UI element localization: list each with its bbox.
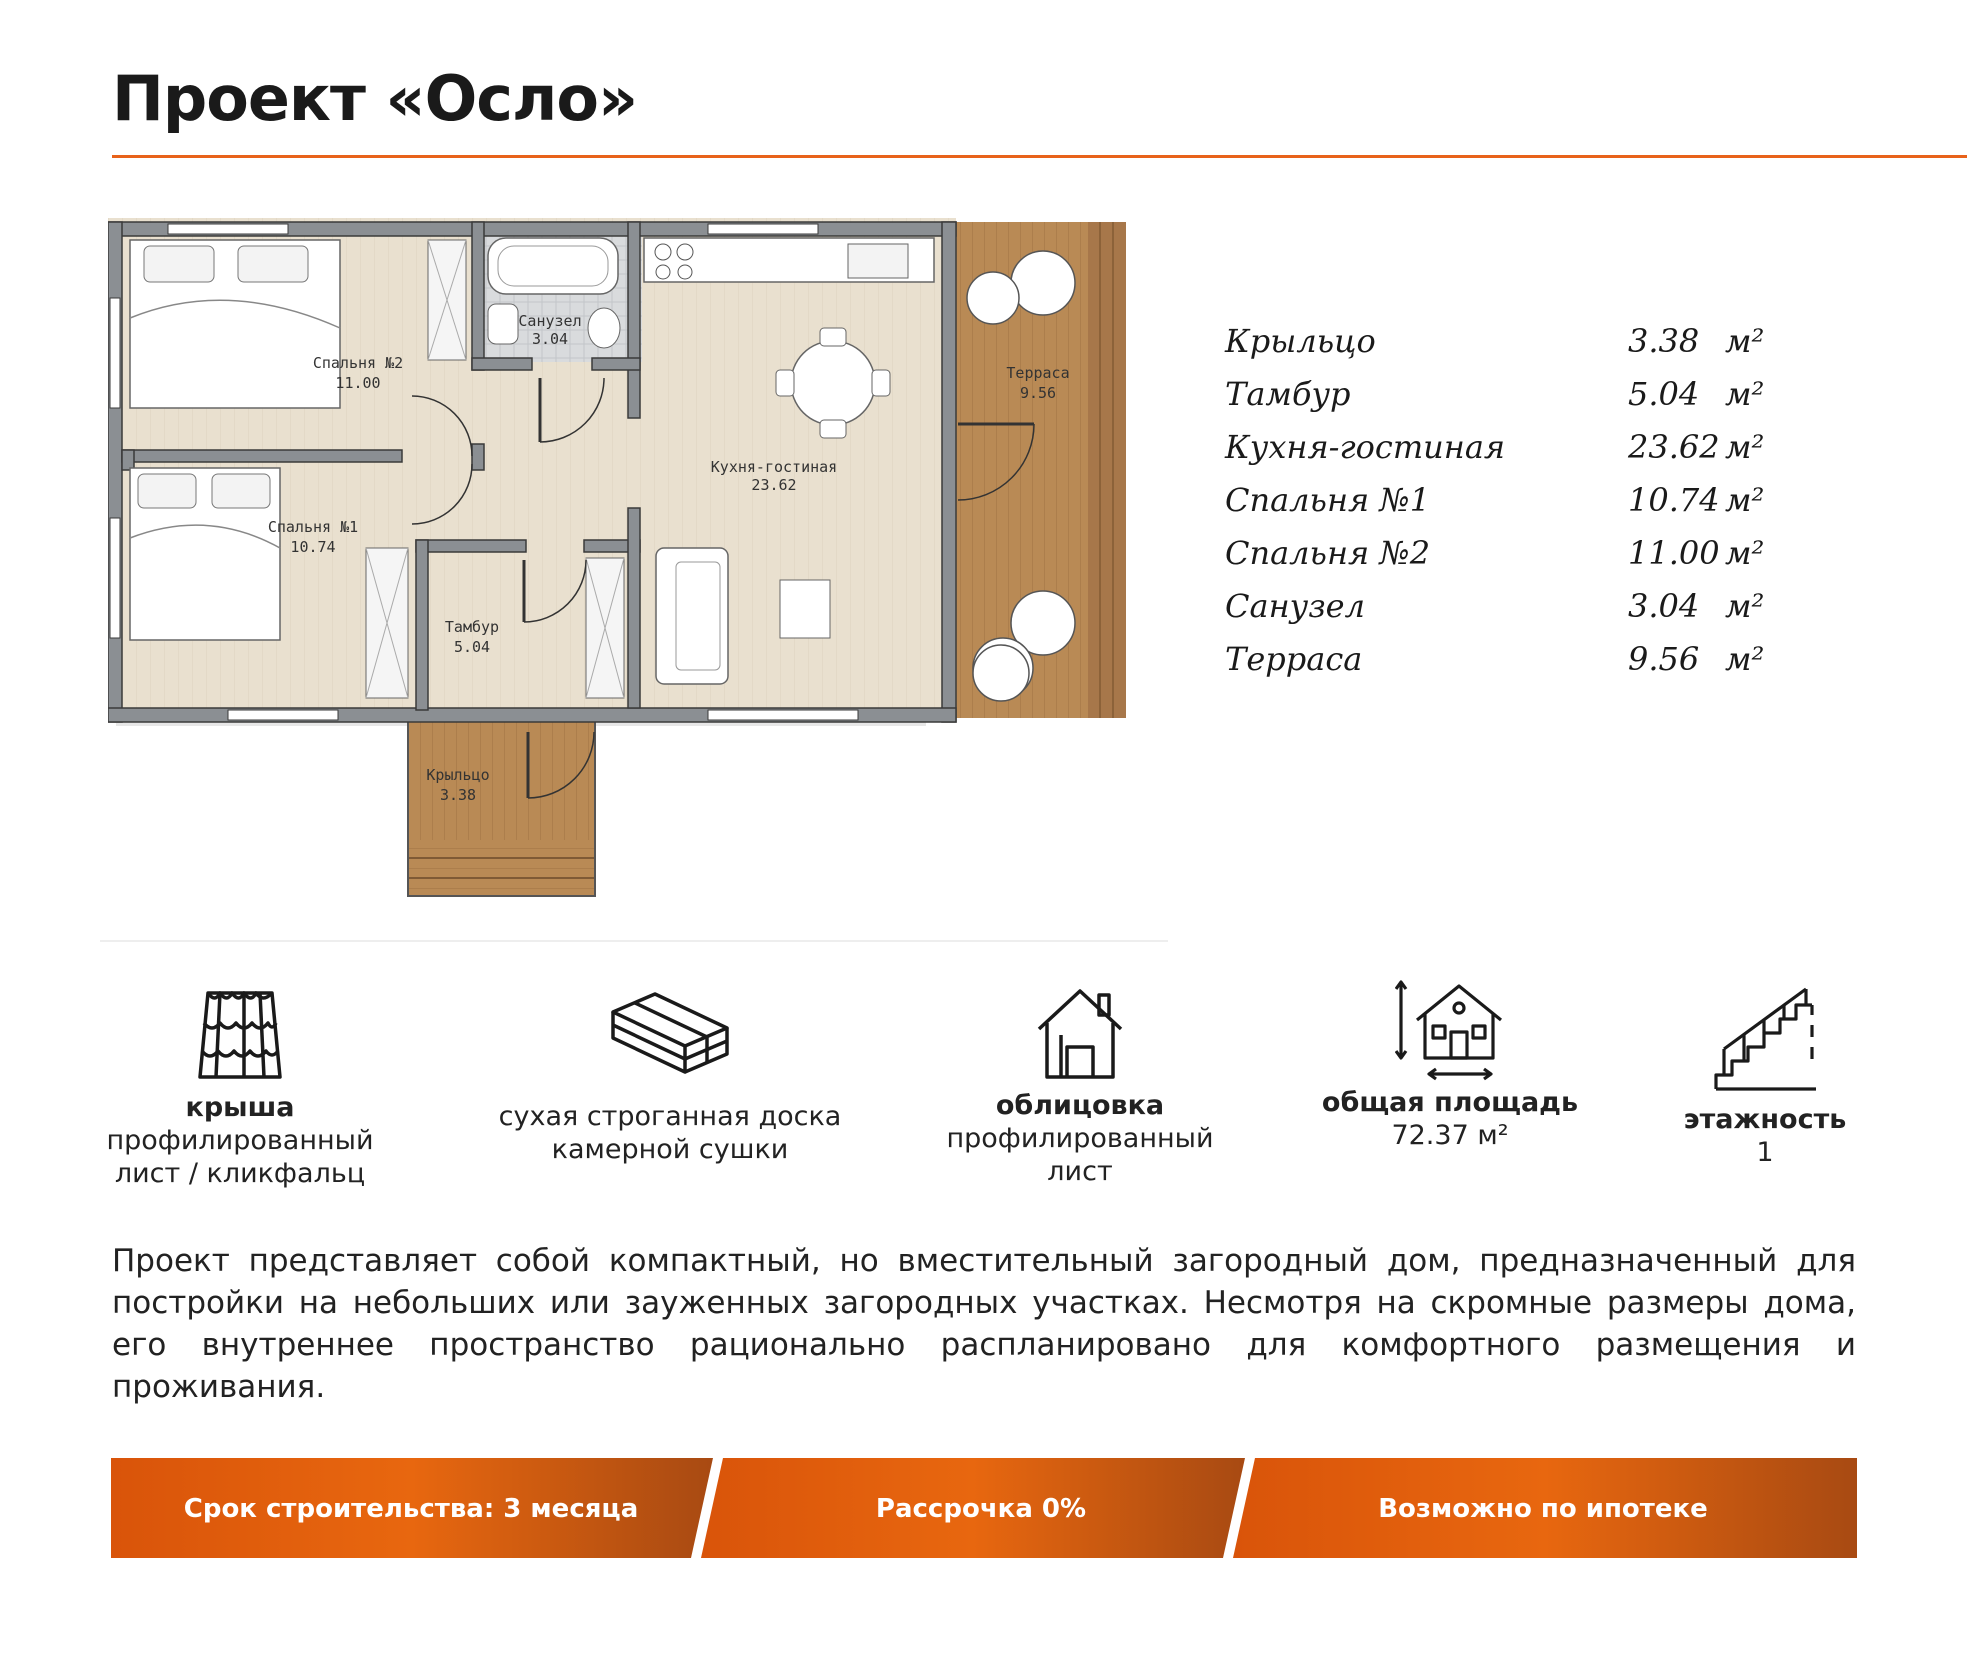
area-row — [1225, 428, 1785, 481]
room-label-vestibule: Тамбур — [444, 618, 500, 636]
feature-wood-line1: сухая строганная доска — [498, 1101, 842, 1132]
area-table — [1225, 322, 1785, 693]
staircase-icon — [1710, 985, 1820, 1095]
area-value: 9.56 — [1628, 640, 1700, 678]
feature-total-area — [1300, 978, 1600, 1152]
room-label-bedroom2: Спальня №2 — [312, 354, 404, 372]
page-title: Проект «Осло» — [112, 62, 638, 135]
feature-roof-line2: лист / кликфальц — [114, 1158, 366, 1189]
feature-roof-title: крыша — [185, 1092, 295, 1123]
feature-cladding — [930, 985, 1230, 1188]
area-unit: м² — [1725, 375, 1765, 413]
room-label-porch: Крыльцо — [426, 766, 490, 784]
area-row — [1225, 481, 1785, 534]
area-unit: м² — [1725, 640, 1765, 678]
room-area-vestibule: 5.04 — [453, 638, 491, 656]
area-row — [1225, 322, 1785, 375]
roof-tile-icon — [190, 985, 290, 1085]
room-area-bathroom: 3.04 — [531, 330, 569, 348]
room-area-bedroom2: 11.00 — [335, 374, 381, 392]
area-name: Санузел — [1225, 587, 1365, 625]
area-unit: м² — [1725, 534, 1765, 572]
area-name: Кухня-гостиная — [1225, 428, 1506, 466]
area-name: Спальня №2 — [1225, 534, 1431, 572]
room-label-terrace: Терраса — [1006, 364, 1070, 382]
room-label-bathroom: Санузел — [518, 312, 582, 330]
area-value: 23.62 — [1628, 428, 1720, 466]
feature-total-area-value: 72.37 м² — [1391, 1120, 1509, 1151]
house-dimensions-icon — [1395, 978, 1505, 1082]
feature-roof-line1: профилированный — [106, 1125, 374, 1156]
area-unit: м² — [1725, 481, 1765, 519]
room-label-kitchen-living: Кухня-гостиная — [710, 458, 838, 476]
mortgage-label: Возможно по ипотеке — [1378, 1494, 1708, 1524]
area-value: 3.04 — [1628, 587, 1700, 625]
room-area-bedroom1: 10.74 — [290, 538, 336, 556]
area-row — [1225, 587, 1785, 640]
area-row — [1225, 375, 1785, 428]
area-value: 3.38 — [1628, 322, 1700, 360]
installment-label: Рассрочка 0% — [875, 1494, 1087, 1524]
feature-roof — [95, 985, 385, 1190]
area-name: Терраса — [1225, 640, 1363, 678]
room-area-terrace: 9.56 — [1019, 384, 1057, 402]
feature-wood — [490, 990, 850, 1166]
title-underline — [112, 155, 1967, 158]
area-unit: м² — [1725, 428, 1765, 466]
area-unit: м² — [1725, 587, 1765, 625]
feature-total-area-title: общая площадь — [1321, 1087, 1579, 1118]
feature-floors-value: 1 — [1756, 1137, 1774, 1168]
area-name: Крыльцо — [1225, 322, 1376, 360]
construction-term-label: Срок строительства: 3 месяца — [183, 1494, 639, 1524]
area-unit: м² — [1725, 322, 1765, 360]
area-name: Спальня №1 — [1225, 481, 1431, 519]
feature-floors — [1650, 985, 1880, 1169]
area-name: Тамбур — [1225, 375, 1351, 413]
feature-cladding-line2: лист — [1047, 1156, 1113, 1187]
area-value: 5.04 — [1628, 375, 1700, 413]
room-label-bedroom1: Спальня №1 — [267, 518, 359, 536]
project-description: Проект представляет собой компактный, но вместительный загородный дом, предназначенный для постройки на небольших или зауженных загородных участках. Несмотря на скромные размеры дома, его внутреннее пространство рационально распланировано для комфортного размещения и проживания. — [112, 1243, 1856, 1405]
floor-plan — [108, 218, 1140, 904]
area-value: 10.74 — [1628, 481, 1720, 519]
feature-floors-title: этажность — [1683, 1104, 1847, 1135]
area-value: 11.00 — [1628, 534, 1720, 572]
section-divider — [100, 940, 1168, 942]
room-area-porch: 3.38 — [439, 786, 477, 804]
area-row — [1225, 640, 1785, 693]
house-outline-icon — [1035, 985, 1125, 1081]
area-row — [1225, 534, 1785, 587]
feature-cladding-title: облицовка — [995, 1090, 1165, 1121]
lumber-stack-icon — [605, 990, 735, 1080]
feature-cladding-line1: профилированный — [946, 1123, 1214, 1154]
room-area-kitchen-living: 23.62 — [751, 476, 797, 494]
feature-wood-line2: камерной сушки — [551, 1134, 789, 1165]
